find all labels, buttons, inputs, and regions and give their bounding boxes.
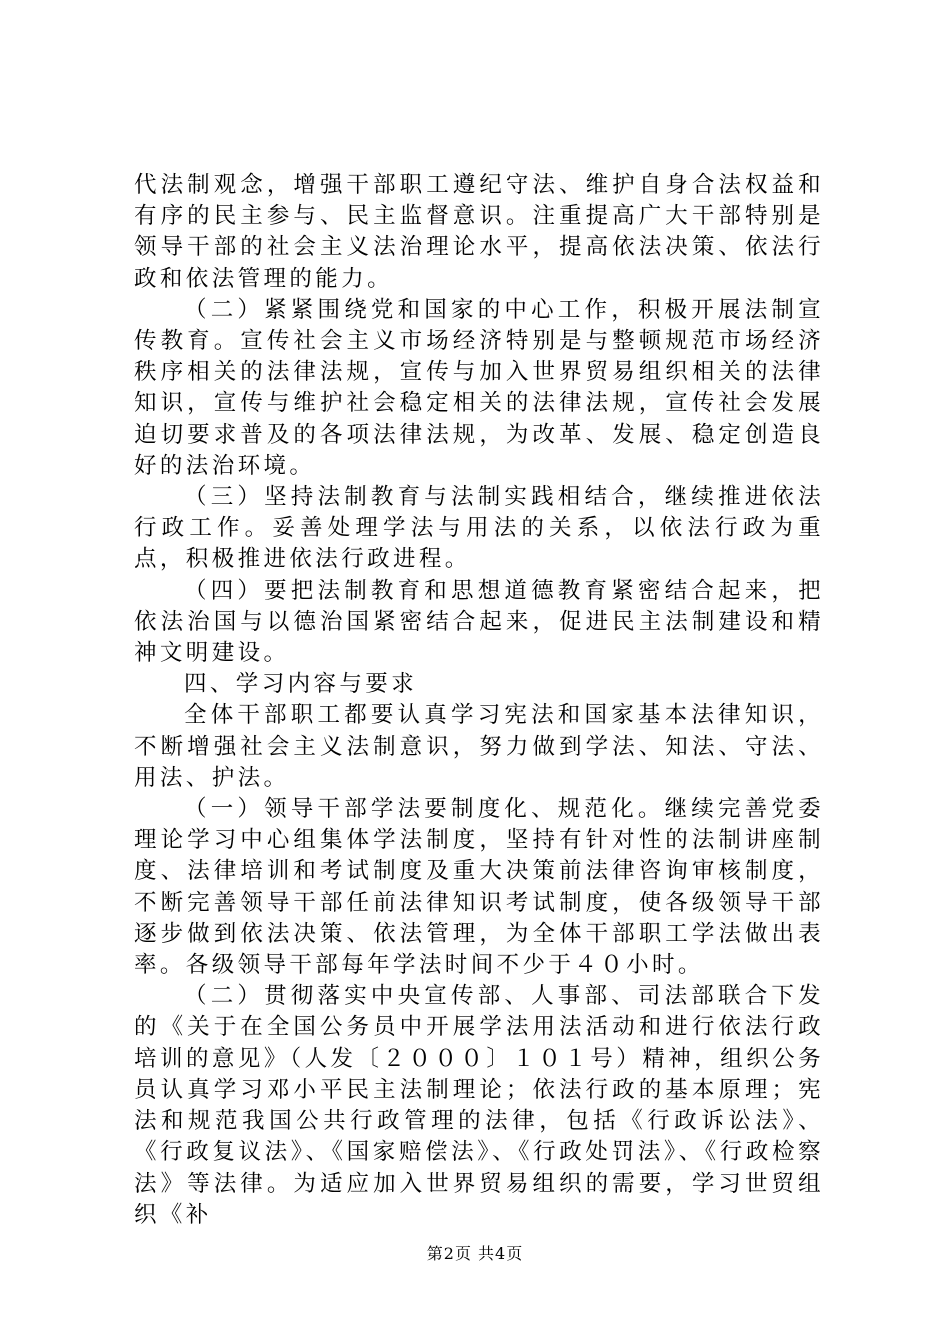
paragraph-item-3: （三）坚持法制教育与法制实践相结合，继续推进依法行政工作。妥善处理学法与用法的关系，以依法行政为重点，积极推进依法行政进程。 <box>134 484 824 573</box>
document-body <box>134 170 824 1231</box>
paragraph-continuation: 代法制观念，增强干部职工遵纪守法、维护自身合法权益和有序的民主参与、民主监督意识。注重提高广大干部特别是领导干部的社会主义法治理论水平，提高依法决策、依法行政和依法管理的能力。 <box>134 172 824 292</box>
paragraph-intro: 全体干部职工都要认真学习宪法和国家基本法律知识，不断增强社会主义法制意识，努力做到学法、知法、守法、用法、护法。 <box>134 702 824 791</box>
paragraph-item-2: （二）紧紧围绕党和国家的中心工作，积极开展法制宣传教育。宣传社会主义市场经济特别是与整顿规范市场经济秩序相关的法律法规，宣传与加入世界贸易组织相关的法律知识，宣传与维护社会稳定相关的法律法规，宣传社会发展迫切要求普及的各项法律法规，为改革、发展、稳定创造良好的法治环境。 <box>134 296 824 479</box>
paragraph-requirement-1: （一）领导干部学法要制度化、规范化。继续完善党委理论学习中心组集体学法制度，坚持有针对性的法制讲座制度、法律培训和考试制度及重大决策前法律咨询审核制度，不断完善领导干部任前法律知识考试制度，使各级领导干部逐步做到依法决策、依法管理，为全体干部职工学法做出表率。各级领导干部每年学法时间不少于４０小时。 <box>134 796 824 979</box>
paragraph-requirement-2: （二）贯彻落实中央宣传部、人事部、司法部联合下发的《关于在全国公务员中开展学法用法活动和进行依法行政培训的意见》（人发〔２０００〕１０１号）精神，组织公务员认真学习邓小平民主法制理论；依法行政的基本原理；宪法和规范我国公共行政管理的法律，包括《行政诉讼法》、《行政复议法》、《国家赔偿法》、《行政处罚法》、《行政检察法》等法律。为适应加入世界贸易组织的需要，学习世贸组织《补 <box>134 983 824 1228</box>
section-heading: 四、学习内容与要求 <box>184 671 418 698</box>
paragraph-item-4: （四）要把法制教育和思想道德教育紧密结合起来，把依法治国与以德治国紧密结合起来，促进民主法制建设和精神文明建设。 <box>134 577 824 667</box>
page-footer: 第2页 共4页 <box>426 1244 524 1263</box>
